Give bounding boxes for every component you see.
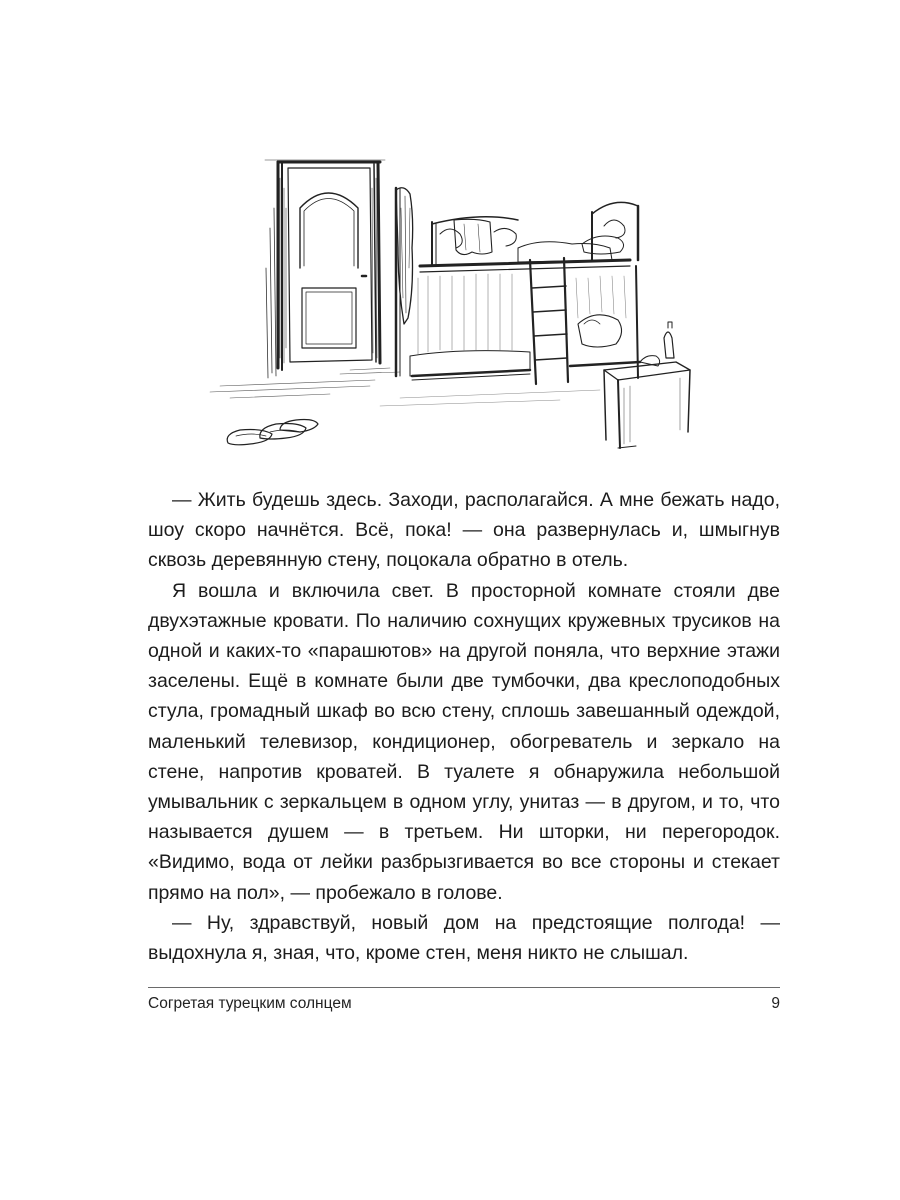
paragraph: — Жить будешь здесь. Заходи, располагайся. А мне бежать надо, шоу скоро начнётся. Всё, пока! — она развернулась и, шмыгнув сквозь деревянную стену, поцокала обратно в отель.: [148, 489, 780, 572]
bunk-bed-sketch: [200, 148, 710, 458]
page-number: 9: [771, 995, 780, 1012]
room-illustration: [200, 148, 710, 458]
footer-divider: [148, 987, 780, 988]
paragraph: Я вошла и включила свет. В просторной комнате стояли две двухэтажные кровати. По наличию сохнущих кружевных трусиков на одной и каких-то «парашютов» на другой поняла, что верхние этажи заселены. Ещё в комнате были две тумбочки, два креслоподобных стула, громадный шкаф во всю стену, сплошь завешанный одеждой, маленький телевизор, кондиционер, обогреватель и зеркало на стене, напротив кроватей. В туалете я обнаружила небольшой умывальник с зеркальцем в одном углу, унитаз — в другом, и то, что называется душем — в третьем. Ни шторки, ни перегородок. «Видимо, вода от лейки разбрызгивается во все стороны и стекает прямо на пол», — пробежало в голове.: [148, 579, 780, 904]
running-footer-title: Согретая турецким солнцем: [148, 995, 352, 1012]
chapter-text: [148, 485, 780, 968]
paragraph: — Ну, здравствуй, новый дом на предстоящие полгода! — выдохнула я, зная, что, кроме стен, меня никто не слышал.: [148, 911, 780, 965]
